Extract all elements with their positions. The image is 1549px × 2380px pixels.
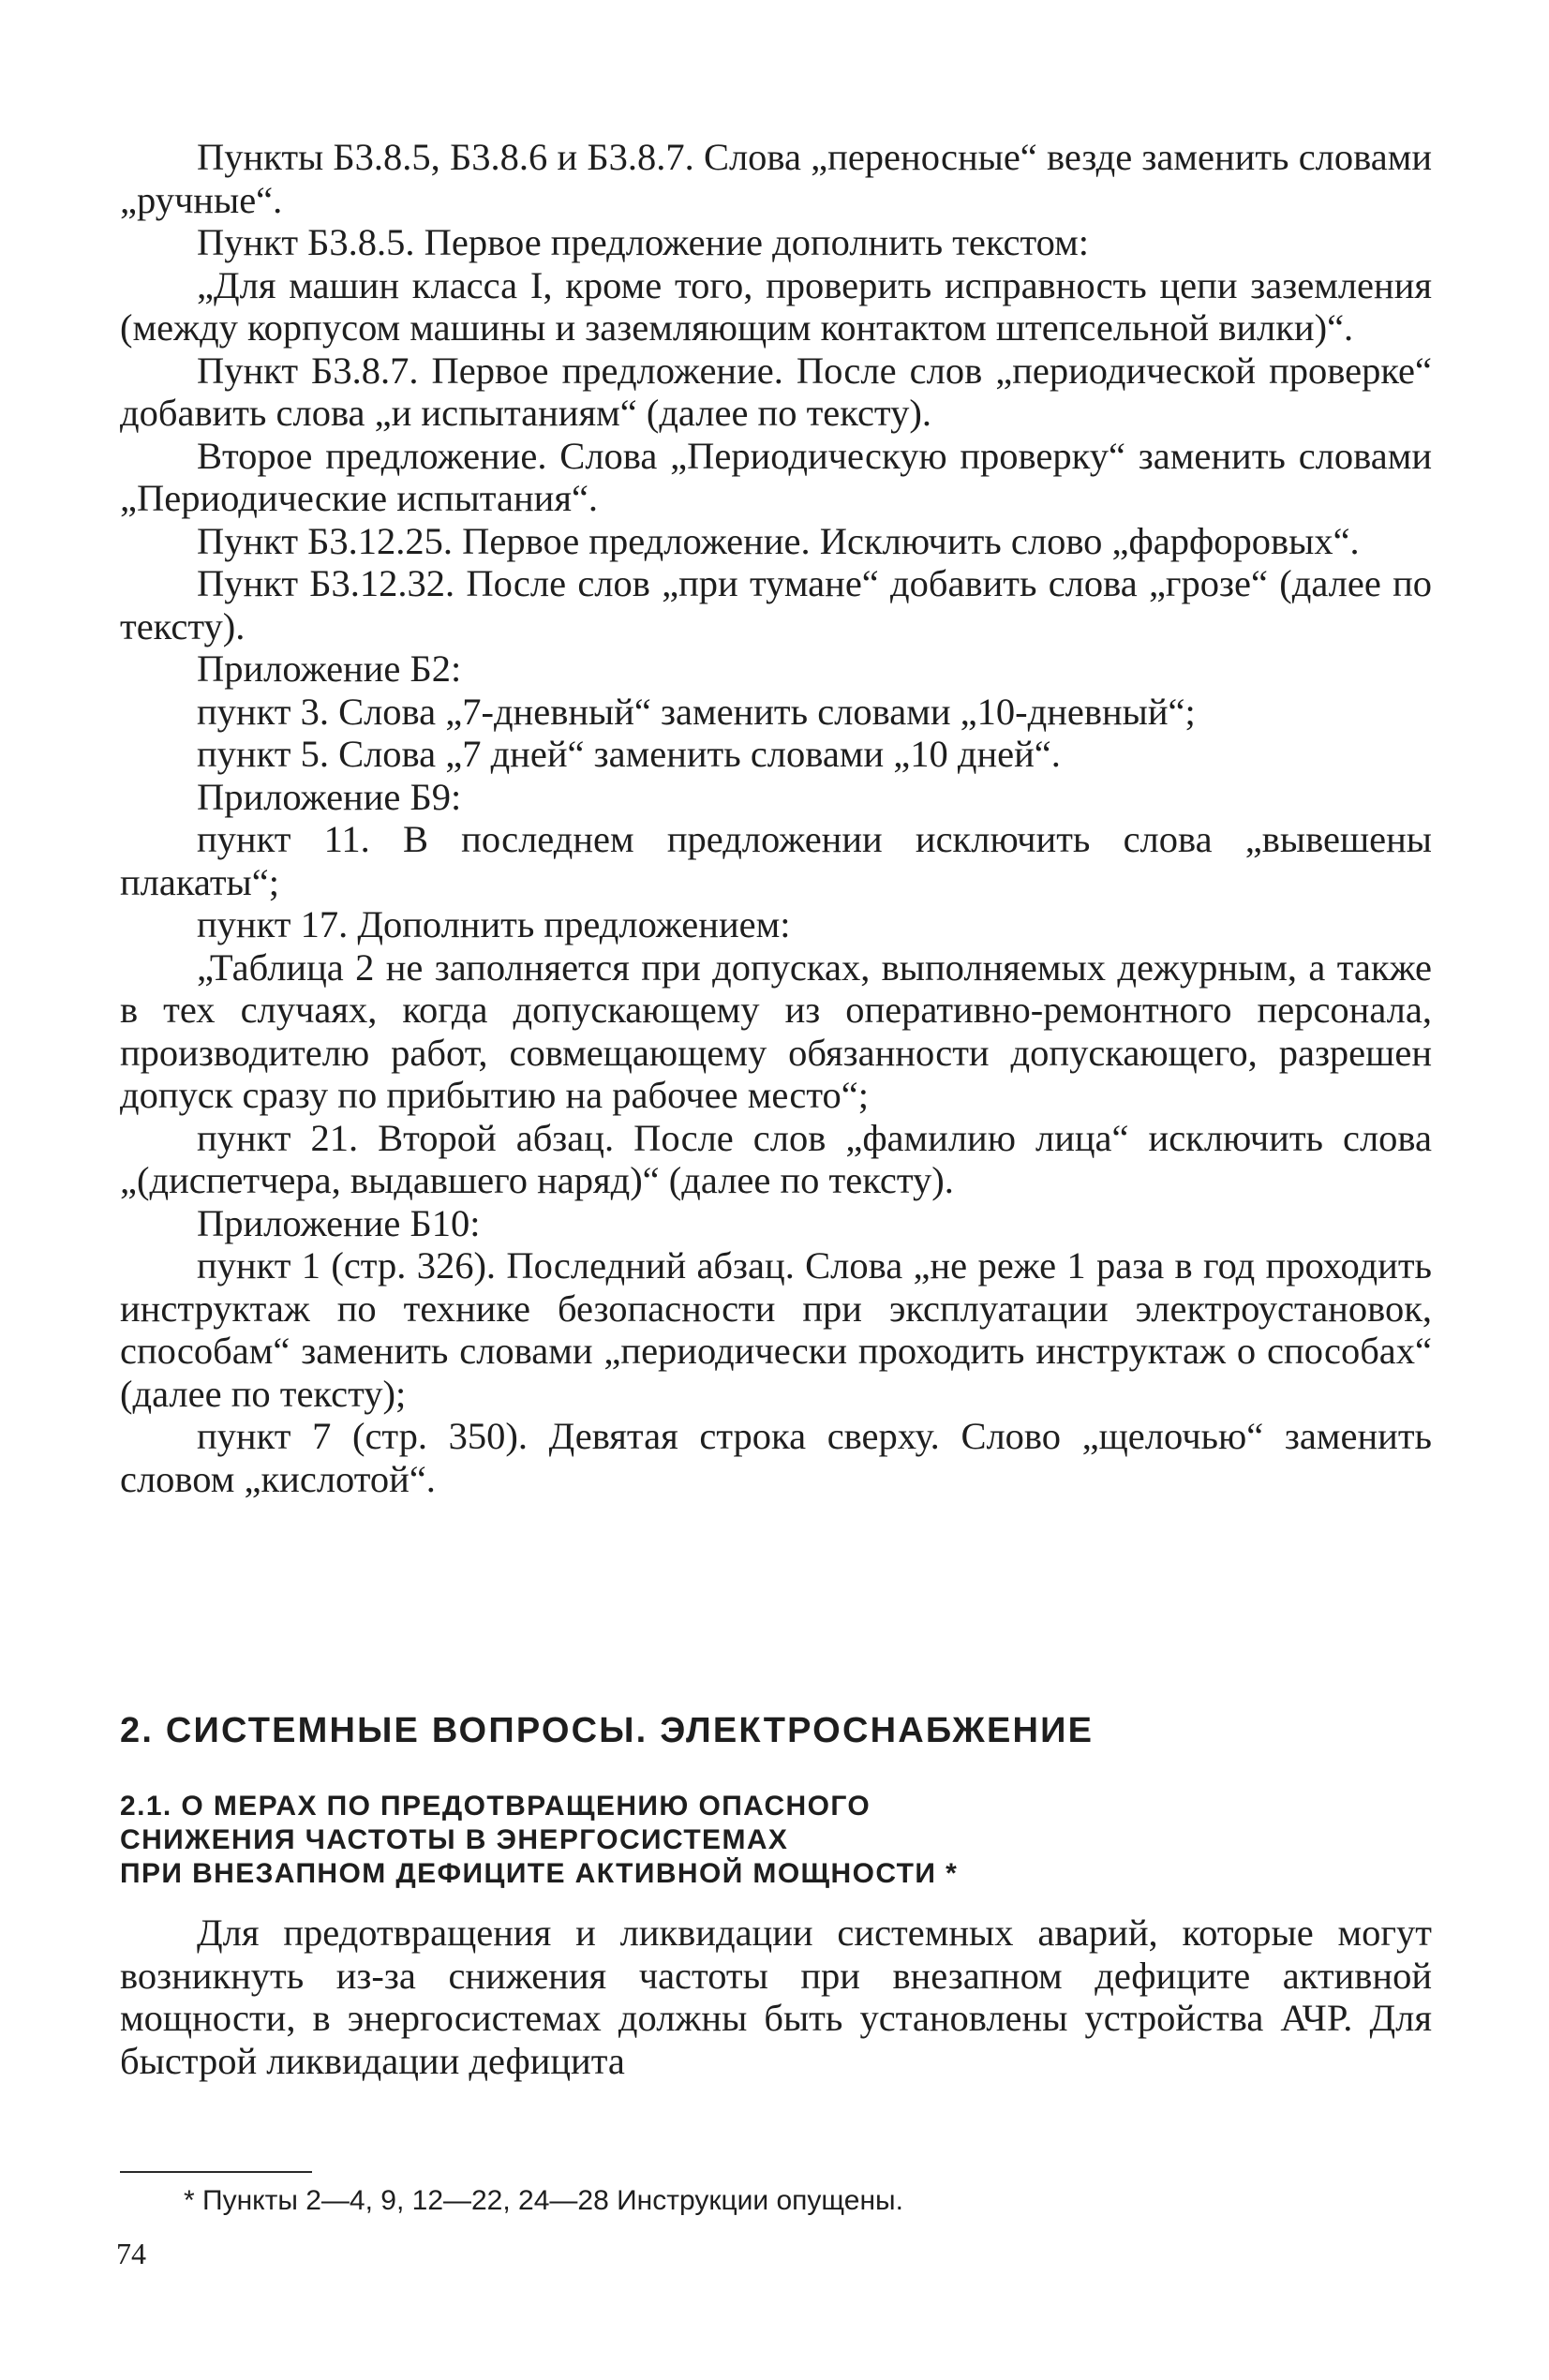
footnote: * Пункты 2—4, 9, 12—22, 24—28 Инструкции опущены. xyxy=(184,2185,903,2216)
paragraph: Пункт Б3.12.32. После слов „при тумане“ добавить слова „грозе“ (далее по тексту). xyxy=(120,562,1432,647)
paragraph: Приложение Б2: xyxy=(197,647,462,690)
paragraph: „Таблица 2 не заполняется при допусках, выполняемых дежурным, а также в тех случаях, когда допускающему из оперативно-ремонтного персонала, производителю работ, совмещающему обязанности допускающего, разрешен допуск сразу по прибытию на рабочее место“; xyxy=(120,945,1432,1116)
subsection-title-line: ПРИ ВНЕЗАПНОМ ДЕФИЦИТЕ АКТИВНОЙ МОЩНОСТИ * xyxy=(120,1858,959,1889)
paragraph: Приложение Б10: xyxy=(197,1201,481,1244)
paragraph: пункт 1 (стр. 326). Последний абзац. Слова „не реже 1 раза в год проходить инструктаж по технике безопасности при эксплуатации электроустановок, способам“ заменить словами „периодически проходить инструктаж о способах“ (далее по тексту); xyxy=(120,1244,1432,1415)
subsection-title xyxy=(120,1790,1432,1891)
paragraph: пункт 5. Слова „7 дней“ заменить словами „10 дней“. xyxy=(197,733,1061,775)
paragraph: „Для машин класса I, кроме того, проверить исправность цепи заземления (между корпусом машины и заземляющим контактом штепсельной вилки)“. xyxy=(120,263,1432,349)
paragraph: Пункты Б3.8.5, Б3.8.6 и Б3.8.7. Слова „переносные“ везде заменить словами „ручные“. xyxy=(120,136,1432,221)
footnote-divider xyxy=(120,2171,312,2173)
paragraph: Приложение Б9: xyxy=(197,775,462,818)
paragraph: пункт 17. Дополнить предложением: xyxy=(197,903,791,945)
subsection-title-line: СНИЖЕНИЯ ЧАСТОТЫ В ЭНЕРГОСИСТЕМАХ xyxy=(120,1824,789,1855)
page-number: 74 xyxy=(116,2237,146,2270)
intro-paragraph: Для предотвращения и ликвидации системных аварий, которые могут возникнуть из-за снижения частоты при внезапном дефиците активной мощности, в энергосистемах должны быть установлены устройства АЧР. Для быстрой ликвидации дефицита xyxy=(120,1911,1432,2082)
paragraph: пункт 3. Слова „7-дневный“ заменить словами „10-дневный“; xyxy=(197,690,1196,733)
section-title: 2. СИСТЕМНЫЕ ВОПРОСЫ. ЭЛЕКТРОСНАБЖЕНИЕ xyxy=(120,1711,1095,1750)
paragraph: Пункт Б3.12.25. Первое предложение. Исключить слово „фарфоровых“. xyxy=(197,519,1360,562)
paragraph: пункт 11. В последнем предложении исключить слова „вывешены плакаты“; xyxy=(120,818,1432,903)
paragraph: Пункт Б3.8.5. Первое предложение дополнить текстом: xyxy=(197,221,1090,263)
paragraph: Второе предложение. Слова „Периодическую проверку“ заменить словами „Периодические испытания“. xyxy=(120,434,1432,519)
paragraph: пункт 7 (стр. 350). Девятая строка сверху. Слово „щелочью“ заменить словом „кислотой“. xyxy=(120,1415,1432,1500)
paragraph: Пункт Б3.8.7. Первое предложение. После слов „периодической проверке“ добавить слова „и испытаниям“ (далее по тексту). xyxy=(120,349,1432,434)
paragraph: пункт 21. Второй абзац. После слов „фамилию лица“ исключить слова „(диспетчера, выдавшего наряд)“ (далее по тексту). xyxy=(120,1116,1432,1201)
subsection-title-line: 2.1. О МЕРАХ ПО ПРЕДОТВРАЩЕНИЮ ОПАСНОГО xyxy=(120,1791,871,1822)
amendments-text xyxy=(120,136,1432,1500)
